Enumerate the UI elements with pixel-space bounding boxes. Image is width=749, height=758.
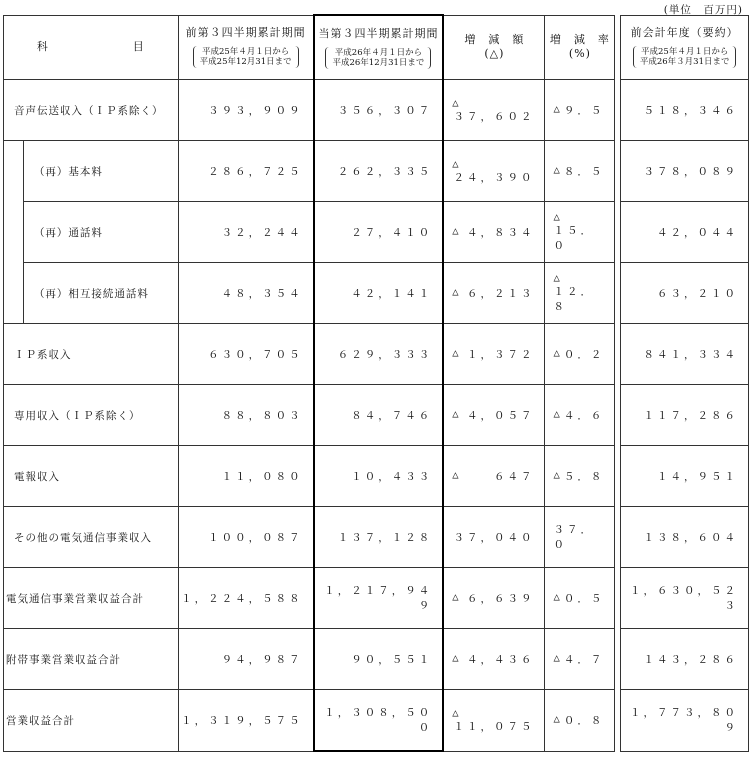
rate-sign: △ [553,468,563,481]
revenue-table [3,14,749,752]
period-end: 平成25年12月31日まで [199,57,292,68]
curr-value: ２７，４１０ [314,202,444,263]
diff-value [443,202,545,263]
diff-value [443,568,545,629]
diff-value [443,507,545,568]
prev-value: ４８，３５４ [178,263,314,324]
rate-number: ９．５ [563,104,605,117]
unit-label: (単位 百万円) [663,4,743,16]
row-label: その他の電気通信事業収入 [4,507,179,568]
rate-number: ０．８ [563,714,605,727]
rate-value [545,202,615,263]
header-fy-title: 前会計年度（要約） [630,26,739,40]
rate-sign: △ [553,346,563,359]
fy-value: １４３，２８６ [621,629,749,690]
fy-value: ８４１，３３４ [621,324,749,385]
diff-sign: △ [452,651,462,664]
rate-number: ０．５ [563,592,605,605]
diff-sign: △ [452,590,462,603]
period-start: 平成26年４月１日から [334,47,423,58]
rate-sign: △ [553,651,563,664]
row-label: ＩＰ系収入 [4,324,179,385]
period-start: 平成25年４月１日から [201,47,290,58]
rate-sign: △ [553,407,563,420]
table-row [4,324,749,385]
rate-value [545,80,615,141]
header-prev-period [193,46,299,68]
row-label: （再）相互接続通話料 [23,263,178,324]
rate-value [545,446,615,507]
fy-value: １，７７３，８０９ [621,690,749,752]
rate-sign: △ [553,163,563,176]
curr-value: ８４，７４６ [314,385,444,446]
prev-value: １００，０８７ [178,507,314,568]
period-start: 平成25年４月１日から [641,47,729,58]
header-fy [621,15,749,80]
prev-value: １１，０８０ [178,446,314,507]
table-row [4,446,749,507]
row-label: 営業収益合計 [4,690,179,752]
header-curr [314,15,444,80]
header-rate [545,15,615,80]
header-diff-title: 増 減 額 [464,33,525,47]
rate-sign: △ [553,102,563,115]
header-rate-title: 増 減 率 [549,33,610,47]
rate-sign: △ [553,712,563,725]
diff-number: ３７，０４０ [453,531,535,544]
table-row [4,141,749,202]
rate-number: ３７．０ [553,524,594,551]
diff-value [443,80,545,141]
rate-number: ５．８ [563,470,605,483]
diff-value [443,141,545,202]
header-item: 科 目 [4,15,179,80]
curr-value: １，２１７，９４９ [314,568,444,629]
prev-value: ８８，８０３ [178,385,314,446]
diff-sign: △ [452,224,462,237]
diff-value [443,385,545,446]
rate-sign: △ [553,211,563,223]
table-row [4,385,749,446]
diff-sign: △ [452,706,462,719]
diff-value [443,263,545,324]
rate-value [545,690,615,752]
header-fy-period [633,46,737,68]
diff-number: １１，０７５ [453,720,535,733]
diff-number: ４，４３６ [466,653,535,666]
period-end: 平成26年12月31日まで [332,57,425,68]
period-end: 平成26年３月31日まで [639,57,730,68]
diff-number: １，３７２ [466,348,535,361]
rate-value [545,263,615,324]
diff-value [443,629,545,690]
table-row [4,80,749,141]
diff-sign: △ [452,468,462,481]
fy-value: １４，９５１ [621,446,749,507]
header-diff-sub: (△) [484,47,505,61]
header-curr-period [325,47,431,69]
row-label: 専用収入（ＩＰ系除く） [4,385,179,446]
rate-value [545,507,615,568]
rate-value [545,324,615,385]
rate-number: ０．２ [563,348,605,361]
diff-sign: △ [452,346,462,359]
fy-value: １３８，６０４ [621,507,749,568]
diff-number: ６，６３９ [466,592,535,605]
table-row [4,507,749,568]
diff-number: ６，２１３ [466,287,535,300]
row-label: （再）通話料 [23,202,178,263]
row-label: 音声伝送収入（ＩＰ系除く） [4,80,179,141]
rate-value [545,385,615,446]
rate-sign: △ [553,590,563,603]
prev-value: ３２，２４４ [178,202,314,263]
rate-value [545,141,615,202]
diff-value [443,690,545,752]
curr-value: １，３０８，５００ [314,690,444,752]
diff-number: ４，０５７ [466,409,535,422]
header-row [4,15,749,80]
table-row [4,690,749,752]
curr-value: １３７，１２８ [314,507,444,568]
row-label: 電気通信事業営業収益合計 [4,568,179,629]
fy-value: ４２，０４４ [621,202,749,263]
diff-sign: △ [452,407,462,420]
rate-number: １５．０ [553,225,594,252]
fy-value: ３７８，０８９ [621,141,749,202]
fy-value: ６３，２１０ [621,263,749,324]
fy-value: ５１８，３４６ [621,80,749,141]
header-prev [178,15,314,80]
curr-value: ３５６，３０７ [314,80,444,141]
diff-sign: △ [452,96,462,109]
header-rate-sub: (%) [568,47,591,61]
diff-number: ２４，３９０ [453,171,535,184]
curr-value: ４２，１４１ [314,263,444,324]
curr-value: ６２９，３３３ [314,324,444,385]
rate-value [545,568,615,629]
rate-number: ８．５ [563,165,605,178]
sub-indent [4,141,24,324]
diff-value [443,324,545,385]
prev-value: １，３１９，５７５ [178,690,314,752]
table-row [4,568,749,629]
curr-value: １０，４３３ [314,446,444,507]
prev-value: ９４，９８７ [178,629,314,690]
header-diff [443,15,545,80]
row-label: （再）基本料 [23,141,178,202]
diff-number: ３７，６０２ [453,110,535,123]
diff-sign: △ [452,285,462,298]
row-label: 電報収入 [4,446,179,507]
table-row [4,263,749,324]
rate-value [545,629,615,690]
diff-sign: △ [452,157,462,170]
curr-value: ９０，５５１ [314,629,444,690]
table-row [4,629,749,690]
diff-number: ６４７ [493,470,535,483]
fy-value: １１７，２８６ [621,385,749,446]
rate-number: ４．６ [563,409,605,422]
rate-sign: △ [553,272,563,284]
curr-value: ２６２，３３５ [314,141,444,202]
rate-number: ４．７ [563,653,605,666]
prev-value: ３９３，９０９ [178,80,314,141]
rate-number: １２．８ [553,286,594,313]
prev-value: ６３０，７０５ [178,324,314,385]
prev-value: １，２２４，５８８ [178,568,314,629]
diff-number: ４，８３４ [466,226,535,239]
row-label: 附帯事業営業収益合計 [4,629,179,690]
table-row [4,202,749,263]
diff-value [443,446,545,507]
header-curr-title: 当第３四半期累計期間 [318,26,439,40]
header-prev-title: 前第３四半期累計期間 [185,26,306,40]
fy-value: １，６３０，５２３ [621,568,749,629]
prev-value: ２８６，７２５ [178,141,314,202]
